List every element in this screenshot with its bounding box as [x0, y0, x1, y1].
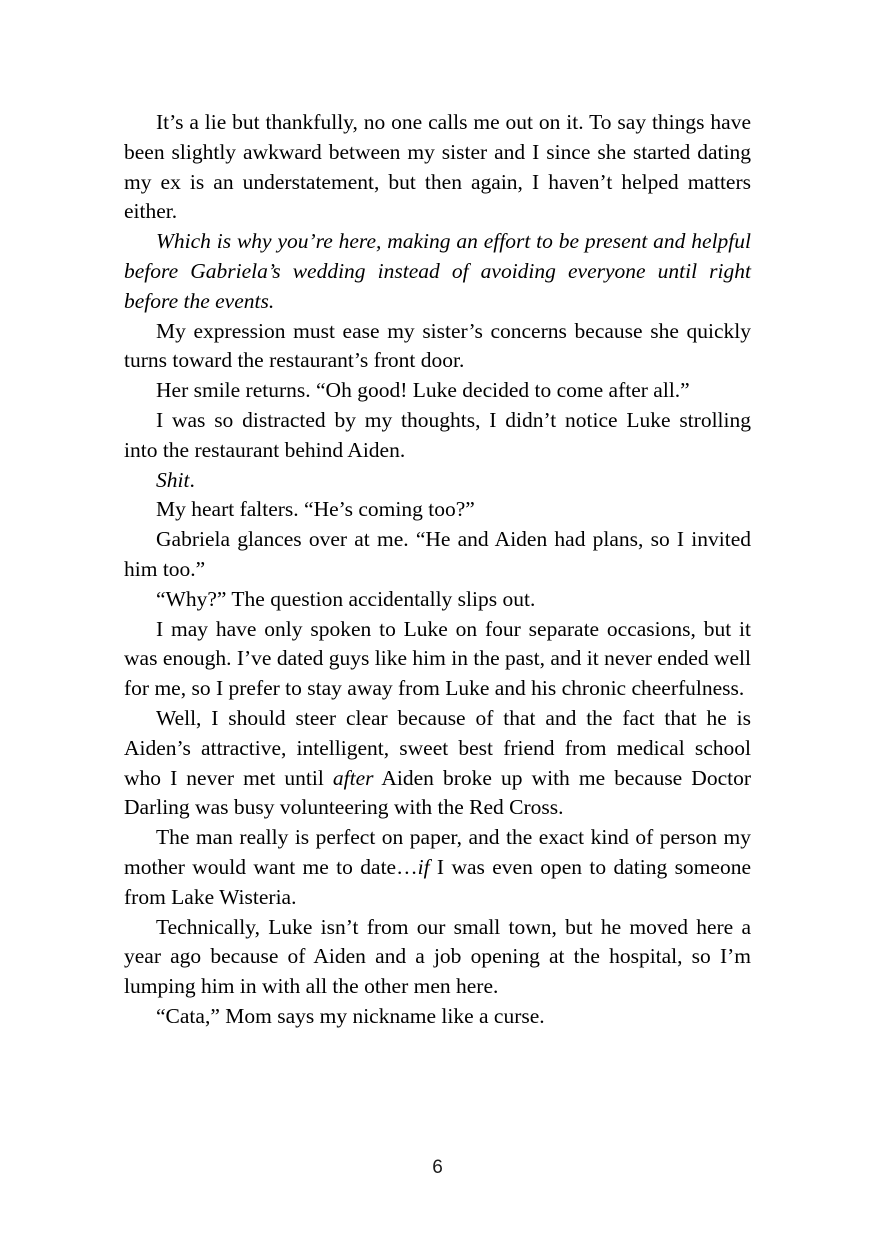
paragraph-9: “Why?” The question accidentally slips out.: [156, 586, 536, 611]
paragraph-12-italic-word: if: [417, 854, 430, 879]
paragraph-12-lead: The man really is perfect on paper, and the exact kind of person my mother would want me to date…: [124, 825, 751, 879]
paragraph-11-trailing: Aiden broke up with me because Doctor Darling was busy volunteering with the Red Cross.: [124, 765, 751, 820]
page-body-text: [124, 108, 751, 1032]
paragraph-4: Her smile returns. “Oh good! Luke decided to come after all.”: [156, 378, 690, 403]
paragraph-6-exclamation: [124, 466, 751, 496]
page-number: 6: [432, 1157, 443, 1178]
paragraph-1: It’s a lie but thankfully, no one calls me out on it. To say things have been slightly awkward between my sister and I since she started dating my ex is an understatement, but then again, I haven’t helped matters either.: [124, 110, 751, 224]
paragraph-13: Technically, Luke isn’t from our small town, but he moved here a year ago because of Aiden and a job opening at the hospital, so I’m lumping him in with all the other men here.: [124, 914, 751, 999]
paragraph-3: My expression must ease my sister’s concerns because she quickly turns toward the restaurant’s front door.: [124, 318, 751, 373]
paragraph-14: “Cata,” Mom says my nickname like a curse.: [156, 1003, 545, 1028]
paragraph-11: [124, 704, 751, 823]
paragraph-8: Gabriela glances over at me. “He and Aiden had plans, so I invited him too.”: [124, 527, 751, 581]
paragraph-11-italic-word: after: [332, 765, 374, 790]
paragraph-7: My heart falters. “He’s coming too?”: [156, 497, 475, 522]
paragraph-10: I may have only spoken to Luke on four separate occasions, but it was enough. I’ve dated guys like him in the past, and it never ended well for me, so I prefer to stay away from Luke and his chronic cheerfulness.: [124, 616, 751, 701]
paragraph-11-lead: Well, I should steer clear because of that and the fact that he is Aiden’s attractive, intelligent, sweet best friend from medical school who I never met until: [124, 705, 751, 790]
paragraph-6-period: .: [189, 467, 195, 492]
paragraph-2-inner-thought: Which is why you’re here, making an effort to be present and helpful before Gabriela’s wedding instead of avoiding everyone until right before the events.: [124, 229, 751, 313]
paragraph-6-italic-word: Shit: [156, 467, 190, 492]
paragraph-12-trailing: I was even open to dating someone from Lake Wisteria.: [124, 854, 751, 909]
paragraph-5: I was so distracted by my thoughts, I didn’t notice Luke strolling into the restaurant behind Aiden.: [124, 407, 751, 462]
paragraph-12: [124, 823, 751, 912]
